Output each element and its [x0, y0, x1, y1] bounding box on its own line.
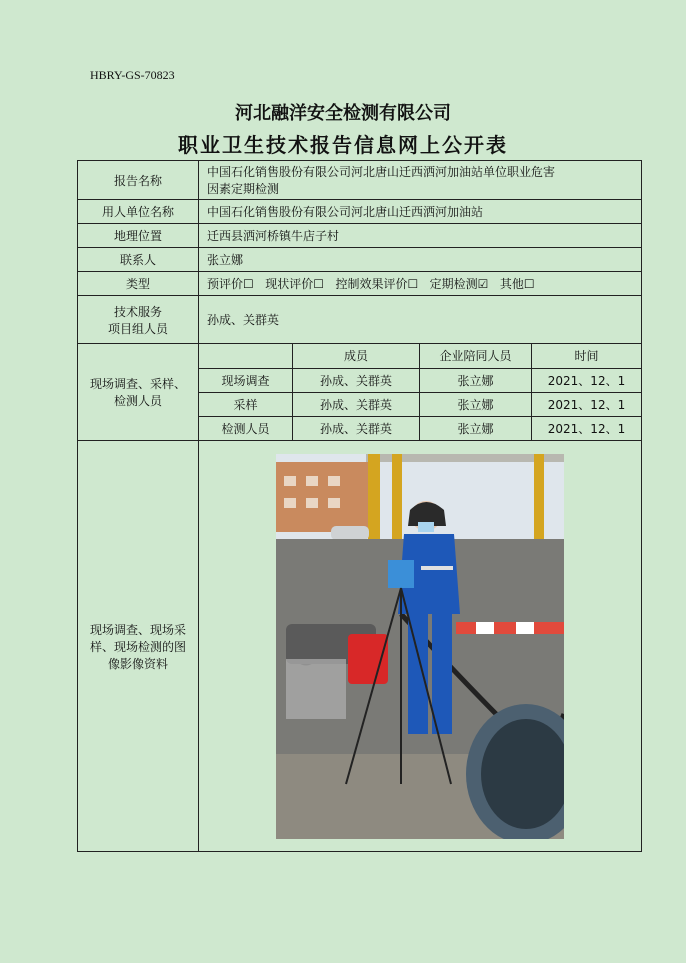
survey-label: [78, 344, 199, 441]
table-row: [199, 368, 641, 392]
survey-escort: 张立娜: [420, 368, 532, 392]
type-option-other: 其他☐: [499, 277, 535, 291]
employer-label: 用人单位名称: [78, 200, 199, 224]
photo-cell: [199, 441, 642, 852]
report-name-line-2: 因素定期检测: [207, 182, 280, 196]
employer-value: 中国石化销售股份有限公司河北唐山迁西洒河加油站: [199, 200, 642, 224]
report-name-label: 报告名称: [78, 161, 199, 200]
team-label-line-1: 技术服务: [113, 304, 162, 319]
company-name: 河北融洋安全检测有限公司: [235, 103, 451, 124]
team-value: 孙成、关群英: [199, 296, 642, 344]
survey-header-escort: 企业陪同人员: [420, 344, 532, 368]
photo-label-line-1: 现场调查、现场采: [89, 622, 186, 637]
survey-date: 2021、12、1: [532, 368, 642, 392]
team-label-line-2: 项目组人员: [107, 321, 168, 336]
type-label: 类型: [78, 272, 199, 296]
survey-members: 孙成、关群英: [293, 416, 420, 440]
survey-date: 2021、12、1: [532, 416, 642, 440]
type-option-pre-evaluation: 预评价☐: [207, 277, 254, 291]
type-option-periodic-test: 定期检测☑: [429, 277, 489, 291]
contact-label: 联系人: [78, 248, 199, 272]
report-name-line-1: 中国石化销售股份有限公司河北唐山迁西洒河加油站单位职业危害: [207, 165, 556, 179]
survey-header-date: 时间: [532, 344, 642, 368]
survey-date: 2021、12、1: [532, 392, 642, 416]
page-title: 职业卫生技术报告信息网上公开表: [178, 133, 508, 157]
photo-label-line-2: 样、现场检测的图: [89, 639, 186, 654]
table-row: [199, 416, 641, 440]
site-photo-illustration: [276, 454, 564, 839]
survey-members: 孙成、关群英: [293, 368, 420, 392]
survey-subtable: [199, 344, 641, 440]
survey-label-line-1: 现场调查、采样、: [89, 377, 186, 391]
location-label: 地理位置: [78, 224, 199, 248]
survey-item: 检测人员: [199, 416, 293, 440]
team-label: [78, 296, 199, 344]
site-photo: [276, 454, 564, 839]
type-option-status-evaluation: 现状评价☐: [265, 277, 324, 291]
photo-label: [78, 441, 199, 852]
survey-members: 孙成、关群英: [293, 392, 420, 416]
survey-escort: 张立娜: [420, 392, 532, 416]
document-code: HBRY-GS-70823: [90, 68, 175, 82]
survey-escort: 张立娜: [420, 416, 532, 440]
type-options: [199, 272, 642, 296]
location-value: 迁西县洒河桥镇牛店子村: [199, 224, 642, 248]
survey-label-line-2: 检测人员: [113, 394, 162, 408]
survey-header-blank: [199, 344, 293, 368]
type-option-control-evaluation: 控制效果评价☐: [335, 277, 419, 291]
survey-item: 现场调查: [199, 368, 293, 392]
survey-subtable-cell: [199, 344, 642, 441]
contact-value: 张立娜: [199, 248, 642, 272]
survey-item: 采样: [199, 392, 293, 416]
photo-label-line-3: 像影像资料: [107, 656, 168, 671]
table-row: [199, 392, 641, 416]
info-table: [77, 160, 642, 852]
report-name-value: [199, 161, 642, 200]
survey-header-members: 成员: [293, 344, 420, 368]
